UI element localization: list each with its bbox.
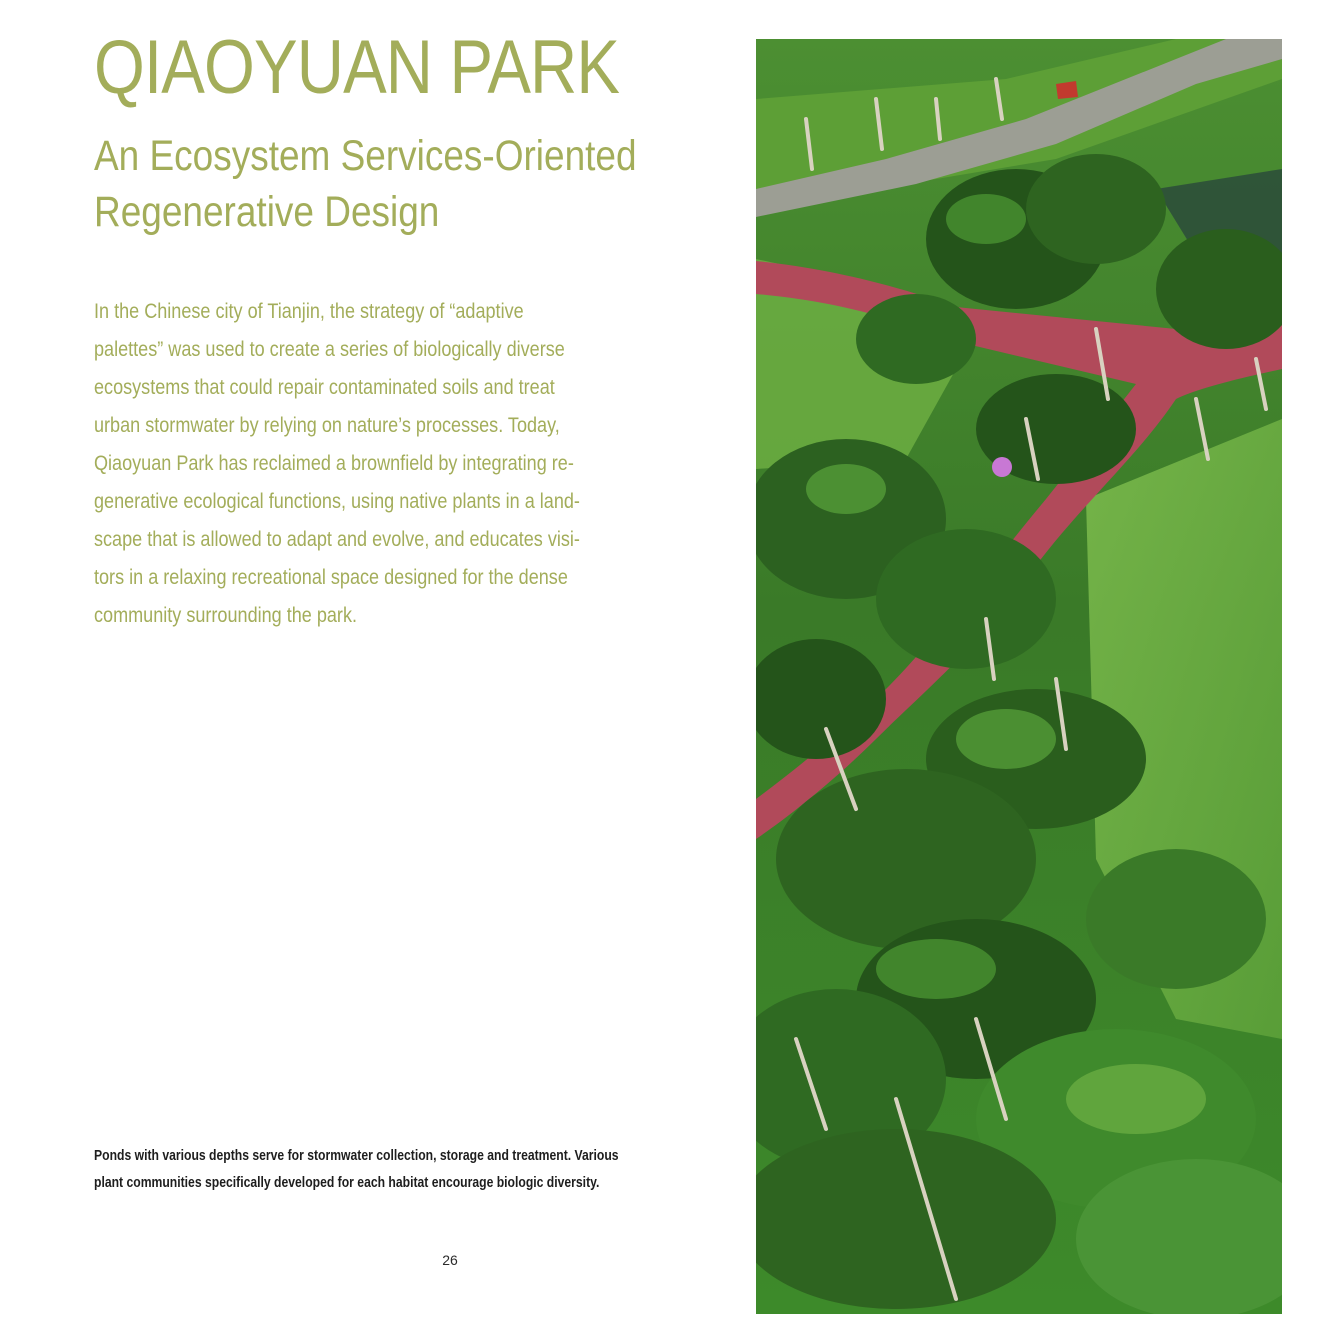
subtitle-line: An Ecosystem Services-Oriented	[94, 132, 637, 180]
body-line: generative ecological functions, using native plants in a land-	[94, 489, 580, 513]
page-subtitle	[94, 128, 644, 240]
subtitle-line: Regenerative Design	[94, 188, 440, 236]
body-paragraph	[94, 292, 632, 634]
caption-line: Ponds with various depths serve for stormwater collection, storage and treatment. Various	[94, 1148, 619, 1164]
body-line: tors in a relaxing recreational space designed for the dense	[94, 565, 568, 589]
body-line: ecosystems that could repair contaminated soils and treat	[94, 375, 555, 399]
body-line: scape that is allowed to adapt and evolve, and educates visi-	[94, 527, 580, 551]
body-line: In the Chinese city of Tianjin, the strategy of “adaptive	[94, 299, 524, 323]
page-title: QIAOYUAN PARK	[94, 25, 620, 110]
park-aerial-illustration	[756, 39, 1282, 1314]
body-line: community surrounding the park.	[94, 603, 357, 627]
caption-line: plant communities specifically developed for each habitat encourage biologic diversity.	[94, 1175, 600, 1191]
photo-caption	[94, 1143, 648, 1197]
body-line: Qiaoyuan Park has reclaimed a brownfield by integrating re-	[94, 451, 574, 475]
body-line: palettes” was used to create a series of biologically diverse	[94, 337, 565, 361]
bench	[1056, 81, 1078, 99]
flower-blossom	[992, 457, 1012, 477]
park-aerial-photo	[756, 39, 1282, 1314]
page-number: 26	[442, 1252, 458, 1268]
body-line: urban stormwater by relying on nature’s processes. Today,	[94, 413, 560, 437]
